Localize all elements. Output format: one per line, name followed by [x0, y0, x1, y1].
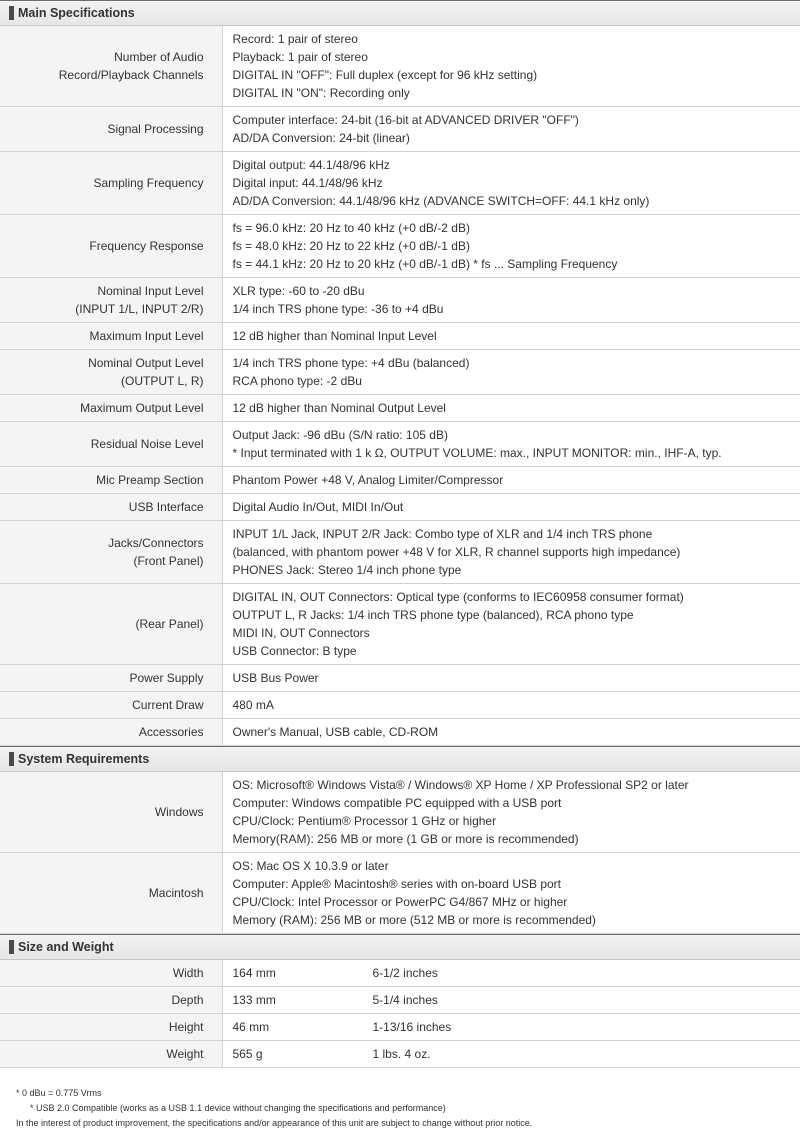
spec-label — [0, 152, 222, 215]
spec-value — [222, 772, 800, 853]
spec-row — [0, 665, 800, 692]
spec-value-line: Computer: Apple® Macintosh® series with on-board USB port — [233, 875, 800, 893]
spec-value-line: XLR type: -60 to -20 dBu — [233, 282, 800, 300]
spec-label-line: Accessories — [0, 723, 204, 741]
spec-value — [222, 719, 800, 746]
spec-value-line: Digital input: 44.1/48/96 kHz — [233, 174, 800, 192]
spec-value-line: 1/4 inch TRS phone type: +4 dBu (balanced) — [233, 354, 800, 372]
size-weight-row — [0, 1041, 800, 1068]
spec-label-line: Record/Playback Channels — [0, 66, 204, 84]
spec-row — [0, 853, 800, 934]
size-weight-row — [0, 987, 800, 1014]
spec-row — [0, 152, 800, 215]
spec-label-line: Residual Noise Level — [0, 435, 204, 453]
spec-value-line: fs = 48.0 kHz: 20 Hz to 22 kHz (+0 dB/-1 dB) — [233, 237, 800, 255]
spec-row — [0, 350, 800, 395]
spec-value-line: Playback: 1 pair of stereo — [233, 48, 800, 66]
spec-value — [222, 422, 800, 467]
spec-table — [0, 772, 800, 934]
spec-value — [222, 584, 800, 665]
spec-label-line: (Front Panel) — [0, 552, 204, 570]
spec-label-line: Number of Audio — [0, 48, 204, 66]
spec-row — [0, 215, 800, 278]
size-weight-label: Height — [0, 1014, 222, 1041]
section-title: Size and Weight — [18, 940, 114, 954]
size-weight-label: Depth — [0, 987, 222, 1014]
spec-label — [0, 215, 222, 278]
section-marker — [9, 6, 14, 20]
spec-label — [0, 665, 222, 692]
size-weight-metric: 133 mm — [222, 987, 363, 1014]
size-weight-row — [0, 960, 800, 987]
size-weight-metric: 164 mm — [222, 960, 363, 987]
spec-label — [0, 692, 222, 719]
spec-row — [0, 395, 800, 422]
spec-value — [222, 278, 800, 323]
size-weight-table — [0, 960, 800, 1068]
spec-row — [0, 584, 800, 665]
spec-value-line: DIGITAL IN, OUT Connectors: Optical type (conforms to IEC60958 consumer format) — [233, 588, 800, 606]
spec-row — [0, 26, 800, 107]
spec-row — [0, 719, 800, 746]
footnote-disclaimer: In the interest of product improvement, the specifications and/or appearance of this unit are subject to change without prior notice. — [0, 1116, 800, 1131]
section-header — [0, 934, 800, 960]
spec-value — [222, 853, 800, 934]
spec-label-line: Windows — [0, 803, 204, 821]
spec-row — [0, 772, 800, 853]
spec-label-line: (OUTPUT L, R) — [0, 372, 204, 390]
spec-value-line: Memory(RAM): 256 MB or more (1 GB or more is recommended) — [233, 830, 800, 848]
footnote-usb: * USB 2.0 Compatible (works as a USB 1.1 device without changing the specifications and performance) — [0, 1101, 800, 1116]
spec-table — [0, 26, 800, 746]
spec-value — [222, 107, 800, 152]
size-weight-label: Width — [0, 960, 222, 987]
spec-value-line: (balanced, with phantom power +48 V for XLR, R channel supports high impedance) — [233, 543, 800, 561]
spec-label — [0, 278, 222, 323]
spec-label-line: Nominal Output Level — [0, 354, 204, 372]
spec-value-line: Computer interface: 24-bit (16-bit at ADVANCED DRIVER "OFF") — [233, 111, 800, 129]
spec-label — [0, 494, 222, 521]
spec-value — [222, 215, 800, 278]
spec-row — [0, 278, 800, 323]
spec-label — [0, 853, 222, 934]
spec-label-line: (Rear Panel) — [0, 615, 204, 633]
spec-label-line: Frequency Response — [0, 237, 204, 255]
spec-label — [0, 719, 222, 746]
spec-value-line: 1/4 inch TRS phone type: -36 to +4 dBu — [233, 300, 800, 318]
section-title: Main Specifications — [18, 6, 135, 20]
spec-label-line: USB Interface — [0, 498, 204, 516]
spec-label — [0, 323, 222, 350]
spec-value-line: PHONES Jack: Stereo 1/4 inch phone type — [233, 561, 800, 579]
spec-value — [222, 521, 800, 584]
spec-value-line: Digital output: 44.1/48/96 kHz — [233, 156, 800, 174]
spec-label-line: Maximum Output Level — [0, 399, 204, 417]
spec-label-line: Nominal Input Level — [0, 282, 204, 300]
size-weight-imperial: 1 lbs. 4 oz. — [363, 1041, 800, 1068]
spec-value-line: DIGITAL IN "OFF": Full duplex (except for 96 kHz setting) — [233, 66, 800, 84]
section-size-weight — [0, 934, 800, 1068]
spec-value-line: Memory (RAM): 256 MB or more (512 MB or more is recommended) — [233, 911, 800, 929]
spec-value-line: Computer: Windows compatible PC equipped with a USB port — [233, 794, 800, 812]
spec-value-line: 480 mA — [233, 696, 800, 714]
spec-label-line: Signal Processing — [0, 120, 204, 138]
spec-value-line: 12 dB higher than Nominal Input Level — [233, 327, 800, 345]
spec-value — [222, 350, 800, 395]
section-header — [0, 746, 800, 772]
spec-label — [0, 772, 222, 853]
spec-value-line: USB Connector: B type — [233, 642, 800, 660]
spec-value-line: INPUT 1/L Jack, INPUT 2/R Jack: Combo type of XLR and 1/4 inch TRS phone — [233, 525, 800, 543]
spec-value — [222, 323, 800, 350]
spec-value — [222, 467, 800, 494]
size-weight-row — [0, 1014, 800, 1041]
spec-label-line: Sampling Frequency — [0, 174, 204, 192]
size-weight-imperial: 5-1/4 inches — [363, 987, 800, 1014]
spec-value-line: OS: Mac OS X 10.3.9 or later — [233, 857, 800, 875]
footnote-dbu: * 0 dBu = 0.775 Vrms — [0, 1086, 800, 1101]
spec-value-line: Record: 1 pair of stereo — [233, 30, 800, 48]
spec-row — [0, 692, 800, 719]
spec-label — [0, 584, 222, 665]
spec-value-line: 12 dB higher than Nominal Output Level — [233, 399, 800, 417]
size-weight-imperial: 1-13/16 inches — [363, 1014, 800, 1041]
size-weight-metric: 565 g — [222, 1041, 363, 1068]
section-title: System Requirements — [18, 752, 149, 766]
size-weight-label: Weight — [0, 1041, 222, 1068]
spec-row — [0, 494, 800, 521]
spec-label-line: Mic Preamp Section — [0, 471, 204, 489]
spec-value — [222, 26, 800, 107]
spec-value-line: AD/DA Conversion: 24-bit (linear) — [233, 129, 800, 147]
spec-label — [0, 422, 222, 467]
spec-label — [0, 107, 222, 152]
spec-section — [0, 746, 800, 934]
spec-value — [222, 152, 800, 215]
spec-label-line: Current Draw — [0, 696, 204, 714]
spec-value-line: MIDI IN, OUT Connectors — [233, 624, 800, 642]
spec-value-line: AD/DA Conversion: 44.1/48/96 kHz (ADVANCE SWITCH=OFF: 44.1 kHz only) — [233, 192, 800, 210]
size-weight-metric: 46 mm — [222, 1014, 363, 1041]
spec-value-line: OUTPUT L, R Jacks: 1/4 inch TRS phone type (balanced), RCA phono type — [233, 606, 800, 624]
spec-label — [0, 350, 222, 395]
spec-label-line: Maximum Input Level — [0, 327, 204, 345]
spec-value-line: CPU/Clock: Intel Processor or PowerPC G4/867 MHz or higher — [233, 893, 800, 911]
spec-value — [222, 692, 800, 719]
spec-label-line: Power Supply — [0, 669, 204, 687]
spec-label-line: (INPUT 1/L, INPUT 2/R) — [0, 300, 204, 318]
spec-row — [0, 422, 800, 467]
footnotes — [0, 1068, 800, 1131]
spec-value — [222, 395, 800, 422]
section-marker — [9, 752, 14, 766]
spec-label — [0, 395, 222, 422]
spec-value-line: USB Bus Power — [233, 669, 800, 687]
spec-value-line: fs = 96.0 kHz: 20 Hz to 40 kHz (+0 dB/-2 dB) — [233, 219, 800, 237]
spec-value-line: Digital Audio In/Out, MIDI In/Out — [233, 498, 800, 516]
spec-row — [0, 467, 800, 494]
section-marker — [9, 940, 14, 954]
size-weight-imperial: 6-1/2 inches — [363, 960, 800, 987]
spec-value-line: CPU/Clock: Pentium® Processor 1 GHz or higher — [233, 812, 800, 830]
spec-value-line: Output Jack: -96 dBu (S/N ratio: 105 dB) — [233, 426, 800, 444]
spec-row — [0, 107, 800, 152]
spec-value — [222, 665, 800, 692]
spec-label-line: Jacks/Connectors — [0, 534, 204, 552]
spec-value-line: fs = 44.1 kHz: 20 Hz to 20 kHz (+0 dB/-1 dB) * fs ... Sampling Frequency — [233, 255, 800, 273]
spec-value — [222, 494, 800, 521]
spec-value-line: Phantom Power +48 V, Analog Limiter/Compressor — [233, 471, 800, 489]
section-header — [0, 0, 800, 26]
spec-label — [0, 467, 222, 494]
spec-label — [0, 521, 222, 584]
spec-label-line: Macintosh — [0, 884, 204, 902]
spec-row — [0, 323, 800, 350]
spec-value-line: * Input terminated with 1 k Ω, OUTPUT VOLUME: max., INPUT MONITOR: min., IHF-A, typ. — [233, 444, 800, 462]
spec-row — [0, 521, 800, 584]
spec-value-line: RCA phono type: -2 dBu — [233, 372, 800, 390]
spec-value-line: DIGITAL IN "ON": Recording only — [233, 84, 800, 102]
spec-value-line: OS: Microsoft® Windows Vista® / Windows® XP Home / XP Professional SP2 or later — [233, 776, 800, 794]
spec-value-line: Owner's Manual, USB cable, CD-ROM — [233, 723, 800, 741]
spec-label — [0, 26, 222, 107]
